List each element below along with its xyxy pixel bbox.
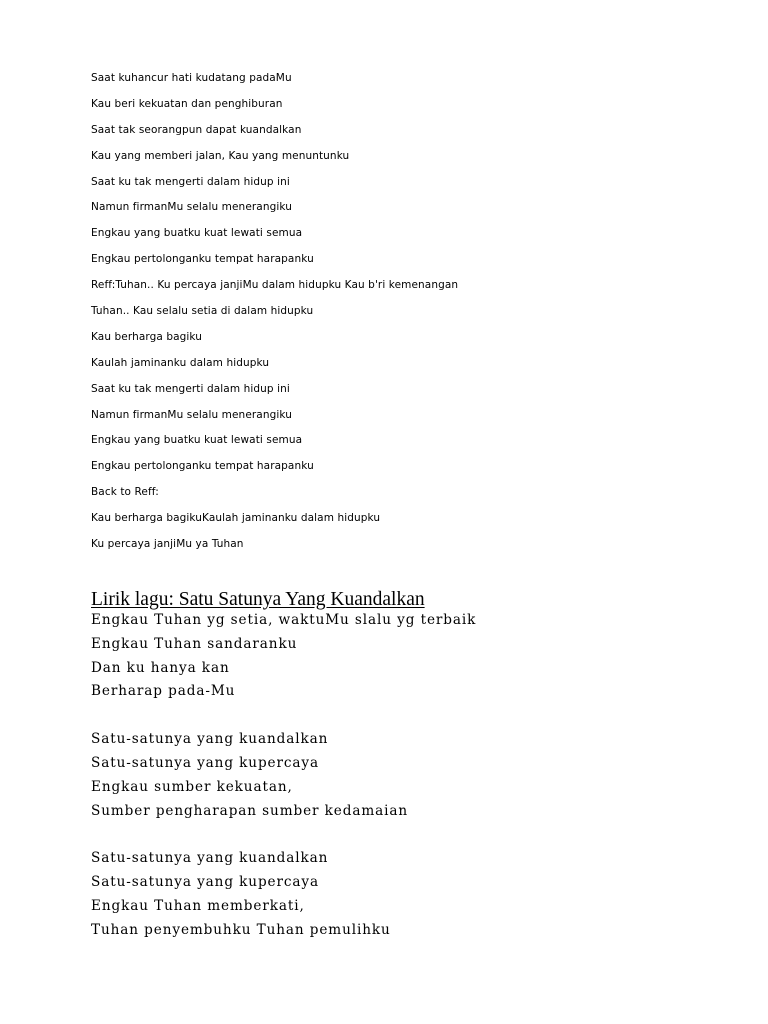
lyric-line: Saat ku tak mengerti dalam hidup ini <box>91 382 290 395</box>
lyric-line: Engkau pertolonganku tempat harapanku <box>91 460 314 473</box>
lyric-line: Engkau yang buatku kuat lewati semua <box>91 434 303 447</box>
lyric-line: Satu-satunya yang kupercaya <box>91 754 319 771</box>
lyric-line: Saat kuhancur hati kudatang padaMu <box>91 72 292 84</box>
verse <box>91 728 711 823</box>
second-lyrics-block <box>91 609 711 967</box>
lyric-line: Engkau yang buatku kuat lewati semua <box>91 227 303 240</box>
lyric-line: Namun firmanMu selalu menerangiku <box>91 201 292 214</box>
lyric-line: Saat ku tak mengerti dalam hidup ini <box>91 175 290 188</box>
song-title: Lirik lagu: Satu Satunya Yang Kuandalkan <box>91 589 425 610</box>
lyric-line: Kau berharga bagikuKaulah jaminanku dalam hidupku <box>91 512 381 525</box>
lyric-line: Berharap pada-Mu <box>91 683 236 700</box>
lyric-line: Engkau sumber kekuatan, <box>91 778 293 795</box>
lyric-line: Sumber pengharapan sumber kedamaian <box>91 802 409 819</box>
lyric-line: Dan ku hanya kan <box>91 659 230 676</box>
verse <box>91 609 711 704</box>
lyric-line: Kau berharga bagiku <box>91 330 203 343</box>
back-to-reff-line: Back to Reff: <box>91 486 159 499</box>
lyric-line: Satu-satunya yang kupercaya <box>91 874 319 891</box>
verse <box>91 847 711 942</box>
lyric-line: Satu-satunya yang kuandalkan <box>91 731 329 748</box>
lyric-line: Engkau Tuhan sandaranku <box>91 635 298 652</box>
lyric-line: Engkau pertolonganku tempat harapanku <box>91 253 314 266</box>
first-lyrics-block <box>91 70 711 562</box>
lyric-line: Kau beri kekuatan dan penghiburan <box>91 97 283 110</box>
lyric-line: Tuhan.. Kau selalu setia di dalam hidupku <box>91 305 314 318</box>
lyric-line: Namun firmanMu selalu menerangiku <box>91 408 292 421</box>
lyric-line: Saat tak seorangpun dapat kuandalkan <box>91 123 302 136</box>
lyric-line: Tuhan penyembuhku Tuhan pemulihku <box>91 921 391 938</box>
lyric-line: Engkau Tuhan yg setia, waktuMu slalu yg terbaik <box>91 612 477 628</box>
lyric-line: Engkau Tuhan memberkati, <box>91 897 305 914</box>
lyric-line: Kaulah jaminanku dalam hidupku <box>91 356 270 369</box>
lyric-line: Ku percaya janjiMu ya Tuhan <box>91 538 244 551</box>
lyric-line: Kau yang memberi jalan, Kau yang menuntunku <box>91 149 350 162</box>
refrain-line: Reff:Tuhan.. Ku percaya janjiMu dalam hidupku Kau b'ri kemenangan <box>91 279 459 292</box>
lyric-line: Satu-satunya yang kuandalkan <box>91 850 329 867</box>
